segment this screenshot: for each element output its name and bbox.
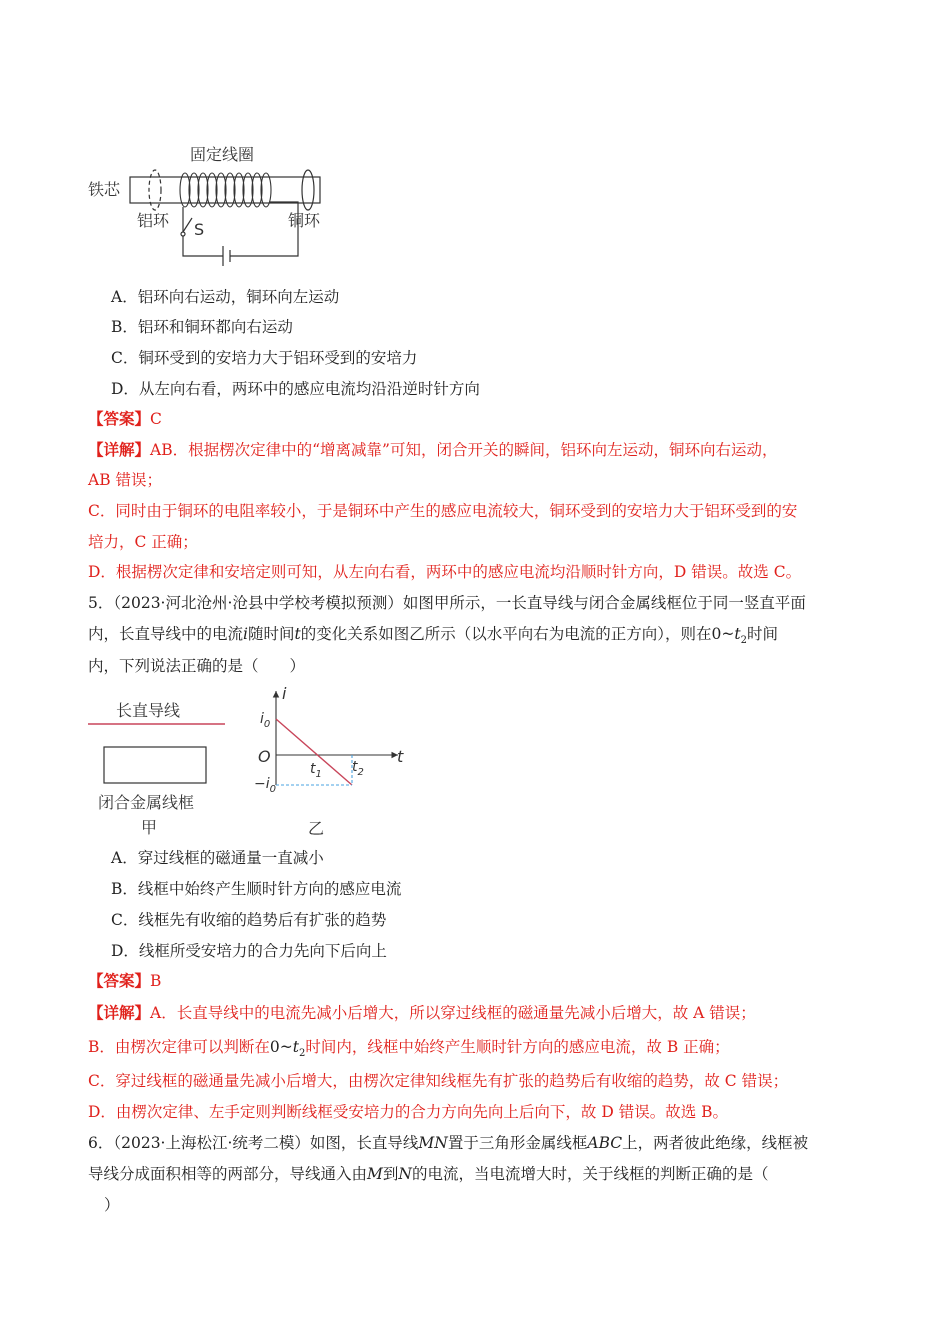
copper-ring-label: 铜环 (288, 211, 321, 230)
q6-stem-line-3: ） (104, 1196, 120, 1214)
label-i0: $i_0$ (260, 711, 271, 730)
label-t2: $t_2$ (352, 759, 364, 778)
q6-stem-text-1b: 置于三角形金属线框 (447, 1134, 588, 1152)
q6-stem-line-1 (88, 1132, 808, 1154)
q5-answer-value: B (150, 972, 162, 990)
q4-detail-text-1: AB．根据楞次定律中的“增离减靠”可知，闭合开关的瞬间，铝环向左运动，铜环向右运动， (150, 441, 778, 459)
q4-option-b: B．铝环和铜环都向右运动 (111, 318, 293, 336)
axis-label-i: i (282, 685, 287, 703)
label-t1: $t_1$ (310, 761, 322, 780)
q5-detail-text-2b: 时间内，线框中始终产生顺时针方向的感应电流，故 B 正确； (305, 1038, 730, 1056)
q5-detail-line-2 (88, 1036, 730, 1065)
q5-option-a: A．穿过线框的磁通量一直减小 (111, 849, 324, 867)
q4-detail-line-1 (88, 439, 777, 461)
q4-option-a: A．铝环向右运动，铜环向左运动 (111, 288, 340, 306)
metal-frame (104, 747, 206, 783)
q5-stem-line-2 (88, 623, 778, 652)
q4-answer-tag: 【答案】 (88, 409, 151, 428)
frame-label: 闭合金属线框 (98, 793, 195, 812)
q5-detail-tag: 【详解】 (88, 1003, 151, 1022)
q5-detail-range: $0\sim t_2$ (269, 1038, 306, 1060)
q5-stem-line-1: 5．（2023·河北沧州·沧县中学校考模拟预测）如图甲所示，一长直导线与闭合金属线框位于同一竖直平面 (88, 594, 806, 612)
origin-label: O (258, 747, 271, 766)
q4-detail-line-5: D．根据楞次定律和安培定则可知，从左向右看，两环中的感应电流均沿顺时针方向，D 错误。故选 C。 (88, 563, 802, 581)
q5-stem-text-a: 内，长直导线中的电流 (88, 625, 244, 643)
core-label: 铁芯 (88, 180, 121, 199)
q5-option-c: C．线框先有收缩的趋势后有扩张的趋势 (111, 911, 387, 929)
q5-option-b: B．线框中始终产生顺时针方向的感应电流 (111, 880, 402, 898)
solenoid-diagram (80, 140, 340, 275)
wire-label: 长直导线 (116, 701, 181, 720)
axis-label-t: t (397, 747, 404, 766)
q4-option-d: D．从左向右看，两环中的感应电流均沿沿逆时针方向 (111, 380, 480, 398)
figure-yi (252, 685, 417, 840)
q5-option-d: D．线框所受安培力的合力先向下后向上 (111, 942, 387, 960)
figure-jia (88, 690, 238, 840)
q5-detail-text-2a: B．由楞次定律可以判断在 (88, 1038, 270, 1056)
q5-answer (88, 970, 161, 992)
q6-stem-text-1a: 6．（2023·上海松江·统考二模）如图，长直导线 (88, 1134, 419, 1152)
q5-range-sep: ~ (721, 625, 735, 643)
coil-label: 固定线圈 (190, 145, 255, 164)
copper-ring (302, 170, 314, 210)
caption-yi: 乙 (308, 819, 325, 838)
q5-answer-tag: 【答案】 (88, 971, 151, 990)
q5-detail-line-4: D．由楞次定律、左手定则判断线框受安培力的合力方向先向上后向下，故 D 错误。故选 B。 (88, 1103, 729, 1121)
q6-stem-line-2 (88, 1163, 768, 1185)
q4-answer-value: C (150, 410, 162, 428)
label-neg-i0: $-i_0$ (254, 776, 276, 795)
q4-detail-tag: 【详解】 (88, 440, 151, 459)
q5-range-sub: 2 (740, 635, 747, 647)
q6-symbol-n: N (398, 1165, 412, 1183)
q6-stem-text-2a: 导线分成面积相等的两部分，导线通入由 (88, 1165, 368, 1183)
q5-stem-text-d: 时间 (746, 625, 778, 643)
q5-range-zero: 0 (711, 625, 722, 643)
q5-range-t: t (734, 625, 741, 643)
q5-stem-line-3: 内，下列说法正确的是（ ） (88, 657, 306, 675)
q4-detail-line-2: AB 错误； (88, 471, 163, 489)
aluminium-ring-label: 铝环 (137, 211, 170, 230)
q6-stem-text-2c: 的电流，当电流增大时，关于线框的判断正确的是（ (411, 1165, 769, 1183)
q6-symbol-mn: MN (418, 1134, 448, 1152)
coil-turns (180, 173, 271, 207)
q5-stem-text-b: 随时间 (247, 625, 295, 643)
q6-symbol-m: M (367, 1165, 383, 1183)
q4-detail-line-4: 培力，C 正确； (88, 533, 198, 551)
wire-frame-diagram (88, 690, 238, 840)
q5-detail-line-1 (88, 1002, 756, 1024)
q5-detail-text-1: A．长直导线中的电流先减小后增大，所以穿过线框的磁通量先减小后增大，故 A 错误； (150, 1004, 756, 1022)
figure-solenoid (80, 140, 340, 275)
caption-jia: 甲 (141, 818, 158, 837)
q5-symbol-t: t (294, 625, 301, 643)
switch-label: S (194, 220, 205, 239)
q6-symbol-abc: ABC (587, 1134, 623, 1152)
q4-option-c: C．铜环受到的安培力大于铝环受到的安培力 (111, 349, 418, 367)
current-time-graph (252, 685, 417, 840)
q5-stem-text-c: 的变化关系如图乙所示（以水平向右为电流的正方向），则在 (300, 625, 712, 643)
q5-symbol-i: i (243, 625, 248, 643)
q4-detail-line-3: C．同时由于铜环的电阻率较小，于是铜环中产生的感应电流较大，铜环受到的安培力大于铝环受到的安 (88, 502, 798, 520)
q5-detail-line-3: C．穿过线框的磁通量先减小后增大，由楞次定律知线框先有扩张的趋势后有收缩的趋势，故 C 错误； (88, 1072, 789, 1090)
q6-stem-text-1c: 上，两者彼此绝缘，线框被 (622, 1134, 809, 1152)
q6-stem-text-2b: 到 (382, 1165, 399, 1183)
aluminium-ring (149, 170, 161, 210)
q4-answer (88, 408, 162, 430)
